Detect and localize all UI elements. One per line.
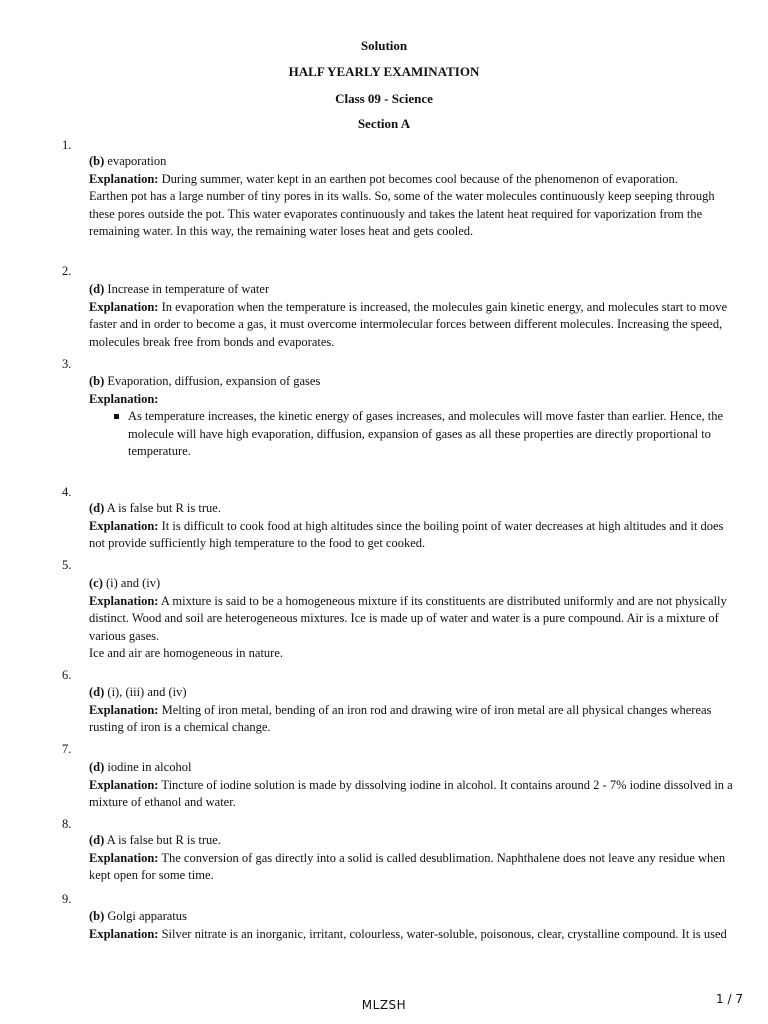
footer-code: MLZSH [361, 998, 407, 1012]
explanation-text: Tincture of iodine solution is made by dissolving iodine in alcohol. It contains around 2 - 7% iodine dissolved in a mixture of ethanol and water. [89, 777, 733, 809]
question-number: 1. [62, 138, 72, 152]
answer-option: (d) [89, 501, 105, 515]
answer-option: (d) [89, 685, 105, 699]
answer-option: (b) [89, 374, 105, 388]
answer-text: (i), (iii) and (iv) [107, 685, 187, 699]
answer-text: Evaporation, diffusion, expansion of gases [107, 374, 321, 388]
explanation-label: Explanation: [89, 926, 159, 941]
answer-option: (d) [89, 760, 105, 774]
explanation [89, 850, 735, 885]
explanation [89, 171, 735, 189]
answer-line [89, 153, 735, 171]
question-number: 4. [62, 485, 72, 499]
class-subject: Class 09 - Science [335, 91, 433, 106]
answer-block [89, 908, 735, 943]
question-number: 2. [62, 264, 72, 278]
answer-text: Increase in temperature of water [107, 282, 270, 296]
explanation-text: Silver nitrate is an inorganic, irritant, colourless, water-soluble, poisonous, clear, crystalline compound. It is used [161, 926, 727, 941]
answer-block [89, 281, 735, 351]
question-number: 8. [62, 817, 72, 831]
answer-line [89, 281, 735, 299]
answer-block [89, 759, 735, 812]
answer-line [89, 908, 735, 926]
explanation-label: Explanation: [89, 593, 159, 608]
explanation-bullet: As temperature increases, the kinetic energy of gases increases, and molecules will move faster than earlier. Hence, the molecule will have high evaporation, diffusion, expansion of gases as all these properties are directly proportional to temperature. [89, 408, 735, 461]
answer-option: (c) [89, 576, 103, 590]
explanation-label: Explanation: [89, 777, 159, 792]
explanation-text: It is difficult to cook food at high altitudes since the boiling point of water decreases at high altitudes and it does not provide sufficiently high temperature to the food to get cooked. [89, 518, 724, 550]
question-number: 3. [62, 357, 72, 371]
answer-text: A is false but R is true. [106, 833, 221, 847]
answer-text: iodine in alcohol [107, 760, 192, 774]
answer-line [89, 575, 735, 593]
explanation-text: Melting of iron metal, bending of an iron rod and drawing wire of iron metal are all physical changes whereas rusting of iron is a chemical change. [89, 702, 712, 734]
explanation-text: A mixture is said to be a homogeneous mixture if its constituents are distributed uniformly and are not physically distinct. Wood and soil are heterogeneous mixtures. Ice is made up of water and water is a pure compound. Air is a mixture of various gases. [89, 593, 727, 643]
explanation-label: Explanation: [89, 391, 159, 406]
answer-text: (i) and (iv) [106, 576, 161, 590]
explanation-label: Explanation: [89, 850, 159, 865]
answer-block [89, 832, 735, 885]
answer-line [89, 500, 735, 518]
answer-option: (b) [89, 154, 105, 168]
answer-text: evaporation [107, 154, 167, 168]
explanation-text: In evaporation when the temperature is increased, the molecules gain kinetic energy, and molecules start to move faster and in order to become a gas, it must overcome intermolecular forces between different molecules. Increasing the speed, molecules break free from bonds and evaporates. [89, 299, 728, 349]
explanation [89, 593, 735, 646]
explanation-label: Explanation: [89, 171, 159, 186]
explanation [89, 777, 735, 812]
answer-line [89, 684, 735, 702]
explanation-label: Explanation: [89, 299, 159, 314]
question-number: 5. [62, 558, 72, 572]
exam-title: HALF YEARLY EXAMINATION [288, 64, 480, 79]
answer-option: (b) [89, 909, 105, 923]
answer-text: Golgi apparatus [107, 909, 187, 923]
explanation-text: The conversion of gas directly into a solid is called desublimation. Naphthalene does not leave any residue when kept open for some time. [89, 850, 726, 882]
explanation [89, 702, 735, 737]
question-number: 6. [62, 668, 72, 682]
explanation-extra: Earthen pot has a large number of tiny pores in its walls. So, some of the water molecules continuously keep seeping through these pores outside the pot. This water evaporates continuously and takes the latent heat required for vaporization from the remaining water. In this way, the remaining water loses heat and gets cooled. [89, 189, 715, 238]
answer-line [89, 759, 735, 777]
answer-line [89, 832, 735, 850]
explanation [89, 926, 735, 944]
answer-text: A is false but R is true. [106, 501, 221, 515]
answer-block [89, 684, 735, 737]
answer-block [89, 500, 735, 553]
answer-option: (d) [89, 833, 105, 847]
question-number: 9. [62, 892, 72, 906]
explanation-label: Explanation: [89, 702, 159, 717]
answer-block [89, 575, 735, 663]
answer-block [89, 373, 735, 461]
explanation-extra: Ice and air are homogeneous in nature. [89, 646, 284, 660]
answer-line [89, 373, 735, 391]
question-number: 7. [62, 742, 72, 756]
section-heading: Section A [357, 116, 411, 131]
solution-heading: Solution [360, 38, 408, 53]
answer-option: (d) [89, 282, 105, 296]
answer-block [89, 153, 735, 241]
explanation [89, 518, 735, 553]
explanation-text: During summer, water kept in an earthen pot becomes cool because of the phenomenon of evaporation. [161, 171, 678, 186]
explanation-label: Explanation: [89, 518, 159, 533]
page-number: 1 / 7 [716, 992, 743, 1006]
explanation [89, 299, 735, 352]
